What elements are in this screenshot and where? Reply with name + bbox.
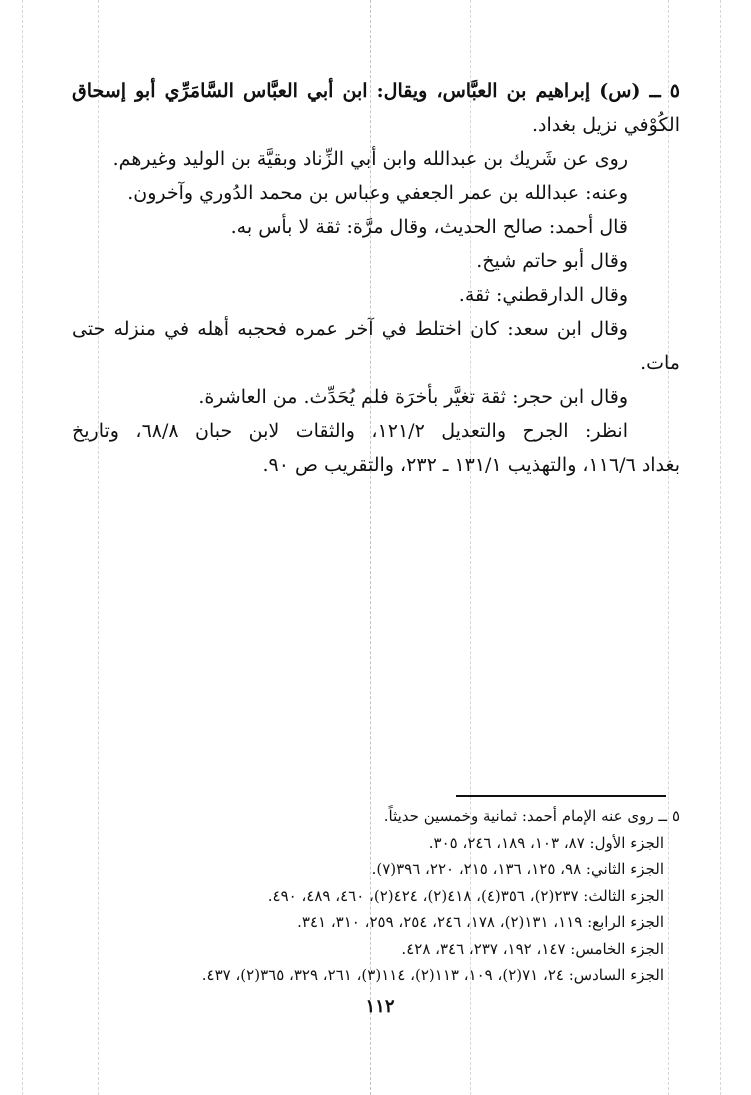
scan-guide-line [720,0,721,1095]
scan-guide-line [22,0,23,1095]
entry-line: وعنه: عبدالله بن عمر الجعفي وعباس بن محمد الدُوري وآخرون. [127,182,628,204]
footnote-intro: ٥ ــ روى عنه الإمام أحمد: ثمانية وخمسين حديثاً. [383,807,680,825]
entry-line: وقال ابن سعد: كان اختلط في آخر عمره فحجبه أهله في منزله حتى [72,318,628,340]
entry-heading-line: ٥ ــ (س) إبراهيم بن العبَّاس، ويقال: ابن أبي العبَّاس السَّامَرِّي أبو إسحاق [72,80,680,102]
entry-line: وقال أبو حاتم شيخ. [476,250,628,272]
footnote-block [72,803,680,989]
entry-line: بغداد ١١٦/٦، والتهذيب ١٣١/١ ـ ٢٣٢، والتقريب ص ٩٠. [262,454,680,476]
biography-entry [72,74,680,482]
entry-line: قال أحمد: صالح الحديث، وقال مرَّة: ثقة لا بأس به. [230,216,628,238]
footnote-volume-line: الجزء الخامس: ١٤٧، ١٩٢، ٢٣٧، ٣٤٦، ٤٢٨. [401,939,664,958]
footnote-volume-line: الجزء الثاني: ٩٨، ١٢٥، ١٣٦، ٢١٥، ٢٢٠، ٣٩٦(٧). [371,860,664,878]
entry-line: الكُوْفي نزيل بغداد. [531,114,680,136]
entry-line: مات. [640,352,680,374]
entry-line: وقال الدارقطني: ثقة. [458,284,628,306]
footnote-volume-line: الجزء السادس: ٢٤، ٧١(٢)، ١٠٩، ١١٣(٢)، ١١٤(٣)، ٢٦١، ٣٢٩، ٣٦٥(٢)، ٤٣٧. [201,966,664,984]
footnote-volume-line: الجزء الثالث: ٢٣٧(٢)، ٣٥٦(٤)، ٤١٨(٢)، ٤٢٤(٢)، ٤٦٠، ٤٨٩، ٤٩٠. [267,886,664,905]
entry-line: وقال ابن حجر: ثقة تغيَّر بأخرَة فلم يُحَدِّث. من العاشرة. [198,386,628,408]
footnote-volume-line: الجزء الرابع: ١١٩، ١٣١(٢)، ١٧٨، ٢٤٦، ٢٥٤، ٢٥٩، ٣١٠، ٣٤١. [297,913,664,931]
page-number: ١١٢ [365,996,395,1017]
footnote-volume-line: الجزء الأول: ٨٧، ١٠٣، ١٨٩، ٢٤٦، ٣٠٥. [428,833,664,852]
footnote-separator [456,795,666,797]
entry-line: انظر: الجرح والتعديل ١٢١/٢، والثقات لابن حبان ٦٨/٨، وتاريخ [72,420,629,442]
entry-line: روى عن شَريك بن عبدالله وابن أبي الزِّناد وبقيَّة بن الوليد وغيرهم. [112,148,628,170]
